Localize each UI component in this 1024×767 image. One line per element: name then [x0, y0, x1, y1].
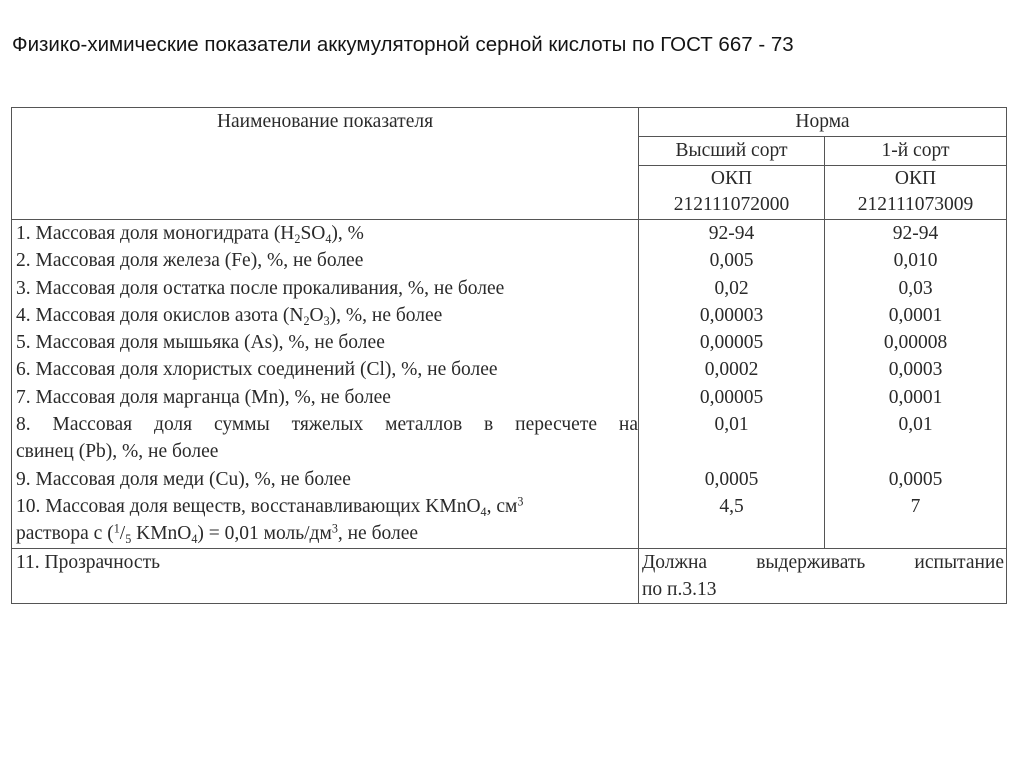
value-first-3: 0,03	[898, 277, 933, 299]
value-high-6: 0,0002	[704, 359, 759, 381]
value-high-9: 0,0005	[704, 468, 759, 490]
high-grade-values-cell	[639, 220, 825, 549]
header-grade-first	[825, 136, 1007, 165]
value-high-1: 92-94	[708, 223, 755, 244]
header-name-label: Наименование показателя	[216, 111, 434, 132]
value-first-2: 0,010	[893, 250, 938, 272]
header-okp-first	[825, 165, 1007, 219]
indicator-2: 2. Массовая доля железа (Fe), %, не более	[16, 250, 364, 272]
header-okp-high	[639, 165, 825, 219]
indicator-names-cell	[12, 220, 639, 549]
indicator-7: 7. Массовая доля марганца (Mn), %, не более	[16, 386, 391, 408]
value-first-9: 0,0005	[888, 468, 943, 490]
transparency-norm-line1: Должна выдерживать испытание	[642, 551, 1004, 573]
indicator-10-line1: 10. Массовая доля веществ, восстанавливающих KMnO$_4$, $см^3$	[16, 494, 524, 520]
indicator-8-line2: свинец (Pb), %, не более	[16, 441, 219, 463]
value-high-5: 0,00005	[699, 332, 764, 354]
indicator-8-line1: 8. Массовая доля суммы тяжелых металлов в пересчете на	[16, 414, 638, 436]
value-high-4: 0,00003	[699, 304, 764, 326]
header-norma-cell	[639, 108, 1007, 137]
header-grade-first-label: 1-й сорт	[881, 139, 950, 161]
indicator-10	[16, 493, 638, 548]
indicators-table	[11, 107, 1007, 604]
transparency-norm-line2: по п.3.13	[642, 578, 717, 600]
indicator-1: 1. Массовая доля моногидрата $(H_2SO_4)$, %	[16, 223, 364, 247]
indicator-11-cell	[12, 548, 639, 604]
indicator-5: 5. Массовая доля мышьяка (As), %, не более	[16, 332, 385, 354]
okp-code-high: 212111072000	[673, 193, 790, 215]
okp-label-first: ОКП	[894, 167, 937, 189]
value-first-8: 0,01	[898, 414, 933, 436]
okp-label-high: ОКП	[710, 167, 753, 189]
okp-code-first: 212111073009	[857, 193, 974, 215]
indicator-9: 9. Массовая доля меди (Cu), %, не более	[16, 468, 351, 490]
value-high-2: 0,005	[709, 250, 754, 272]
value-first-10: 7	[910, 495, 921, 517]
header-name-cell	[12, 108, 639, 220]
value-first-4: 0,0001	[888, 304, 943, 326]
value-first-6: 0,0003	[888, 359, 943, 381]
indicator-10-line2: раствора с ($^1/_5$ KMnO$_4$) = 0,01 моль/$дм^3$, не более	[16, 521, 419, 547]
value-high-10: 4,5	[719, 495, 744, 517]
value-first-1: 92-94	[892, 223, 939, 244]
indicator-11: 11. Прозрачность	[16, 551, 160, 573]
indicator-4: 4. Массовая доля окислов азота $(N_2O_3)$, %, не более	[16, 304, 443, 329]
transparency-norm-cell	[639, 548, 1007, 604]
indicator-6: 6. Массовая доля хлористых соединений (Cl), %, не более	[16, 359, 498, 381]
indicator-3: 3. Массовая доля остатка после прокаливания, %, не более	[16, 277, 505, 299]
page-title: Физико-химические показатели аккумуляторной серной кислоты по ГОСТ 667 - 73	[12, 33, 794, 56]
value-high-7: 0,00005	[699, 386, 764, 408]
header-grade-high-label: Высший сорт	[675, 139, 788, 161]
header-grade-high	[639, 136, 825, 165]
value-high-3: 0,02	[714, 277, 749, 299]
value-high-8: 0,01	[714, 414, 749, 436]
value-first-5: 0,00008	[883, 332, 948, 354]
value-first-7: 0,0001	[888, 386, 943, 408]
indicator-8	[16, 411, 638, 466]
header-norma-label: Норма	[795, 111, 850, 132]
first-grade-values-cell	[825, 220, 1007, 549]
